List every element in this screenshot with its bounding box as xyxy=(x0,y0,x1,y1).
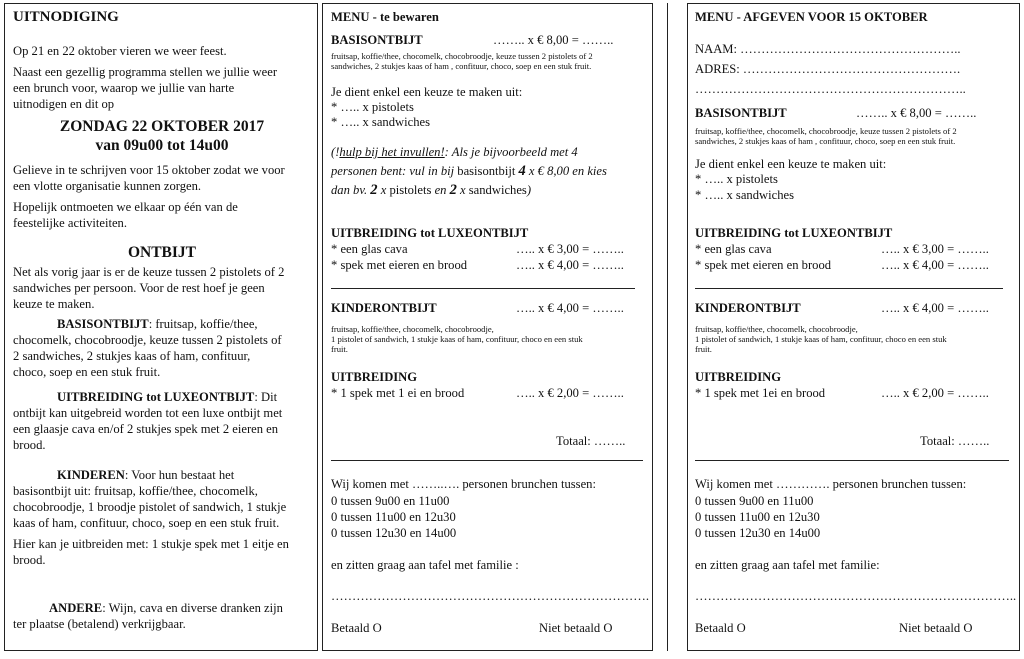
kinderen-text: Hier kan je uitbreiden met: 1 stukje spek met 1 eitje en xyxy=(13,537,289,551)
basis-text: choco, soep en een stuk fruit. xyxy=(13,365,161,379)
pistolets-choice: * ….. x pistolets xyxy=(695,172,778,186)
basis-text: 2 sandwiches, 2 stukjes kaas of ham, confituur, xyxy=(13,349,251,363)
basis-text: : fruitsap, koffie/thee, xyxy=(148,317,258,331)
kinderen-text: chocobroodje, 1 broodje pistolet of sandwich, 1 stukje xyxy=(13,500,287,514)
kind-description: fruit. xyxy=(331,344,348,354)
kinderen-text: kaas of ham, confituur, choco, soep en een stuk fruit. xyxy=(13,516,280,530)
total-line: Totaal: …….. xyxy=(920,434,990,448)
spek-price-line: ….. x € 4,00 = …….. xyxy=(516,258,624,272)
help-text: sandwiches xyxy=(468,183,527,197)
uitbreiding-item: * 1 spek met 1ei en brood xyxy=(695,386,826,400)
cava-price-line: ….. x € 3,00 = …….. xyxy=(881,242,989,256)
persons-line: Wij komen met …………. personen brunchen tussen: xyxy=(695,477,967,491)
intro-line: Op 21 en 22 oktober vieren we weer feest. xyxy=(13,44,227,58)
divider xyxy=(695,288,1003,289)
kinderen-title: KINDEREN xyxy=(57,468,125,482)
name-field: NAAM: …………………………………………….. xyxy=(695,42,961,56)
help-number: 2 xyxy=(370,182,378,198)
kinderen-text: : Voor hun bestaat het xyxy=(124,468,235,482)
persons-line: Wij komen met ……..…. personen brunchen tussen: xyxy=(331,477,596,491)
uitbreiding-text: brood. xyxy=(13,438,46,452)
choice-instruction: Je dient enkel een keuze te maken uit: xyxy=(695,157,887,171)
andere-title: ANDERE xyxy=(49,601,103,615)
basis-label: BASISONTBIJT xyxy=(695,106,787,120)
paid-option: Betaald O xyxy=(695,621,746,635)
help-text: pistolets xyxy=(389,183,435,197)
spek-price-line: ….. x € 4,00 = …….. xyxy=(881,258,989,272)
basis-label: BASISONTBIJT xyxy=(331,33,423,47)
event-date: ZONDAG 22 OKTOBER 2017 xyxy=(59,118,265,135)
timeslot-option: 0 tussen 12u30 en 14u00 xyxy=(331,526,457,540)
uitbreiding-item: * 1 spek met 1 ei en brood xyxy=(331,386,465,400)
andere-text: ter plaatse (betalend) verkrijgbaar. xyxy=(13,617,186,631)
help-line xyxy=(331,164,607,179)
timeslot-option: 0 tussen 9u00 en 11u00 xyxy=(331,494,450,508)
uitbreiding-line xyxy=(57,390,277,405)
spek-item: * spek met eieren en brood xyxy=(331,258,468,272)
basis-description: sandwiches, 2 stukjes kaas of ham , confituur, choco, soep en een stuk fruit. xyxy=(695,136,956,146)
help-text: x xyxy=(456,183,469,197)
closing-text: Hopelijk ontmoeten we elkaar op één van de xyxy=(13,200,238,214)
menu-return-heading: MENU - AFGEVEN VOOR 15 OKTOBER xyxy=(695,10,928,24)
uitbreiding-label: UITBREIDING xyxy=(331,370,418,384)
ontbijt-text: keuze te maken. xyxy=(13,297,95,311)
uitbreiding-text: ontbijt kan uitgebreid worden tot een luxe ontbijt met xyxy=(13,406,283,420)
family-blank: …………………………………………………………………. xyxy=(331,589,649,603)
kind-description: 1 pistolet of sandwich, 1 stukje kaas of ham, confituur, choco en een stuk xyxy=(695,334,947,344)
paid-option: Betaald O xyxy=(331,621,382,635)
uitbreiding-text: een glaasje cava en/of 2 stukjes spek met 2 eieren en xyxy=(13,422,279,436)
register-text: een vlotte organisatie kunnen zorgen. xyxy=(13,179,202,193)
intro-text: een brunch voor, waarop we jullie van harte xyxy=(13,81,235,95)
kinderen-line xyxy=(57,468,234,483)
basis-line xyxy=(57,317,258,332)
kinderen-text: brood. xyxy=(13,553,46,567)
sandwiches-choice: * ….. x sandwiches xyxy=(331,115,430,129)
pistolets-choice: * ….. x pistolets xyxy=(331,100,414,114)
invitation-heading: UITNODIGING xyxy=(13,9,119,25)
andere-line xyxy=(49,601,283,616)
kind-description: 1 pistolet of sandwich, 1 stukje kaas of ham, confituur, choco en een stuk xyxy=(331,334,583,344)
help-text: x € 8,00 xyxy=(525,164,573,178)
event-time: van 09u00 tot 14u00 xyxy=(95,137,229,154)
closing-text: feestelijke activiteiten. xyxy=(13,216,127,230)
kinderen-text: basisontbijt uit: fruitsap, koffie/thee, chocomelk, xyxy=(13,484,258,498)
uitbreiding-title: UITBREIDING tot LUXEONTBIJT xyxy=(57,390,255,404)
uitbreiding-label: UITBREIDING xyxy=(695,370,782,384)
basis-description: fruitsap, koffie/thee, chocomelk, chocobroodje, keuze tussen 2 pistolets of 2 xyxy=(695,126,957,136)
menu-keep-heading: MENU - te bewaren xyxy=(331,10,439,24)
divider xyxy=(695,460,1009,461)
timeslot-option: 0 tussen 11u00 en 12u30 xyxy=(331,510,456,524)
ontbijt-heading: ONTBIJT xyxy=(127,244,197,261)
basis-price-line: …….. x € 8,00 = …….. xyxy=(493,33,614,47)
help-text: (! xyxy=(331,145,340,159)
timeslot-option: 0 tussen 12u30 en 14u00 xyxy=(695,526,821,540)
address-field: ADRES: ……………………………………………. xyxy=(695,62,961,76)
timeslot-option: 0 tussen 9u00 en 11u00 xyxy=(695,494,814,508)
invitation-panel xyxy=(4,3,318,651)
luxe-label: UITBREIDING tot LUXEONTBIJT xyxy=(695,226,893,240)
family-blank: ………………………………………………………………….. xyxy=(695,589,1017,603)
ontbijt-text: Net als vorig jaar is er de keuze tussen 2 pistolets of 2 xyxy=(13,265,285,279)
menu-return-panel xyxy=(687,3,1020,651)
address-blank: ……………………………………………………….. xyxy=(695,82,966,96)
kind-description: fruitsap, koffie/thee, chocomelk, chocobroodje, xyxy=(695,324,858,334)
help-text: basisontbijt xyxy=(457,164,519,178)
kind-price-line: ….. x € 4,00 = …….. xyxy=(516,301,624,315)
basis-text: chocomelk, chocobroodje, keuze tussen 2 pistolets of xyxy=(13,333,282,347)
timeslot-option: 0 tussen 11u00 en 12u30 xyxy=(695,510,820,524)
kind-description: fruit. xyxy=(695,344,712,354)
help-number: 4 xyxy=(518,163,526,179)
unpaid-option: Niet betaald O xyxy=(539,621,613,635)
help-text: dan bv. xyxy=(331,183,371,197)
basis-price-line: …….. x € 8,00 = …….. xyxy=(856,106,977,120)
kind-label: KINDERONTBIJT xyxy=(695,301,801,315)
ontbijt-text: sandwiches per persoon. Voor de rest hoef je geen xyxy=(13,281,265,295)
uitbreiding-text: : Dit xyxy=(254,390,278,404)
register-text: Gelieve in te schrijven voor 15 oktober zodat we voor xyxy=(13,163,285,177)
help-number: 2 xyxy=(449,182,457,198)
family-line: en zitten graag aan tafel met familie: xyxy=(695,558,880,572)
basis-description: sandwiches, 2 stukjes kaas of ham , confituur, choco, soep en een stuk fruit. xyxy=(331,61,592,71)
cava-price-line: ….. x € 3,00 = …….. xyxy=(516,242,624,256)
help-text: x xyxy=(377,183,390,197)
basis-title: BASISONTBIJT xyxy=(57,317,149,331)
divider xyxy=(331,460,643,461)
total-line: Totaal: …….. xyxy=(556,434,626,448)
help-text: ) xyxy=(526,183,532,197)
cava-item: * een glas cava xyxy=(695,242,772,256)
uitbreiding-price-line: ….. x € 2,00 = …….. xyxy=(881,386,989,400)
cut-line xyxy=(667,3,668,651)
intro-text: Naast een gezellig programma stellen we jullie weer xyxy=(13,65,278,79)
divider xyxy=(331,288,635,289)
uitbreiding-price-line: ….. x € 2,00 = …….. xyxy=(516,386,624,400)
help-line xyxy=(331,145,578,160)
spek-item: * spek met eieren en brood xyxy=(695,258,832,272)
luxe-label: UITBREIDING tot LUXEONTBIJT xyxy=(331,226,529,240)
unpaid-option: Niet betaald O xyxy=(899,621,973,635)
kind-label: KINDERONTBIJT xyxy=(331,301,437,315)
help-text: personen bent: vul in bij xyxy=(331,164,458,178)
family-line: en zitten graag aan tafel met familie : xyxy=(331,558,519,572)
intro-text: uitnodigen en dit op xyxy=(13,97,115,111)
help-text: : Als je bijvoorbeeld met 4 xyxy=(444,145,578,159)
sandwiches-choice: * ….. x sandwiches xyxy=(695,188,794,202)
kind-description: fruitsap, koffie/thee, chocomelk, chocobroodje, xyxy=(331,324,494,334)
choice-instruction: Je dient enkel een keuze te maken uit: xyxy=(331,85,523,99)
menu-keep-panel xyxy=(322,3,653,651)
andere-text: : Wijn, cava en diverse dranken zijn xyxy=(102,601,283,615)
help-line xyxy=(331,183,531,198)
kind-price-line: ….. x € 4,00 = …….. xyxy=(881,301,989,315)
help-text: en xyxy=(434,183,450,197)
basis-description: fruitsap, koffie/thee, chocomelk, chocobroodje, keuze tussen 2 pistolets of 2 xyxy=(331,51,593,61)
help-text: en kies xyxy=(572,164,607,178)
cava-item: * een glas cava xyxy=(331,242,408,256)
help-link-text: hulp bij het invullen! xyxy=(339,145,445,159)
